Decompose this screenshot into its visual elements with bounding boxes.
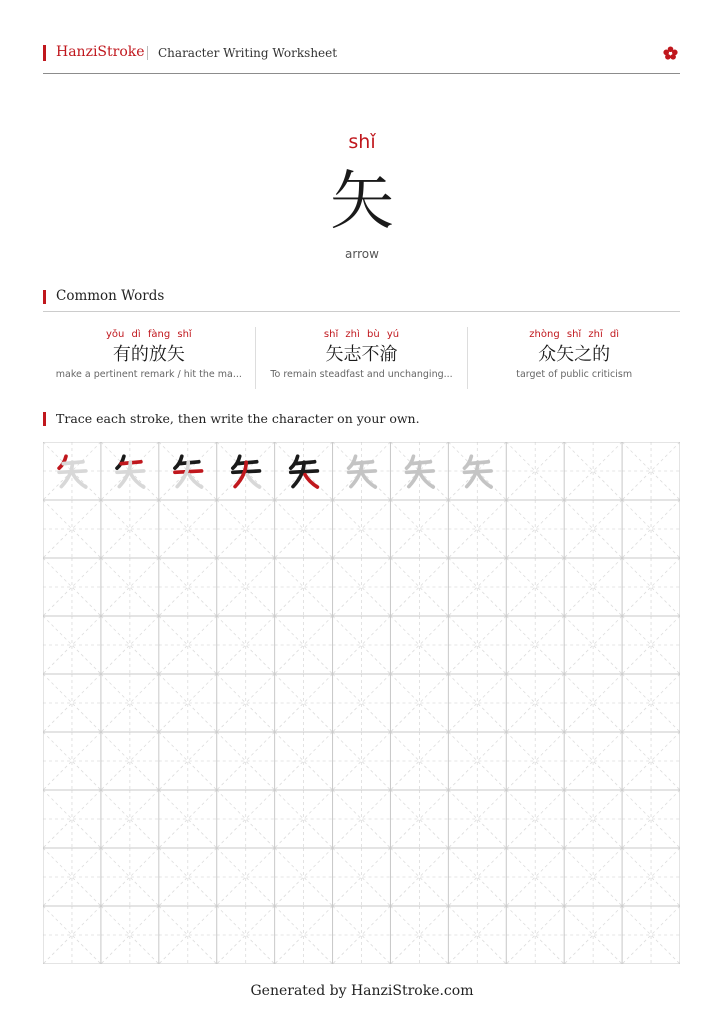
brand-accent-bar [43,45,46,61]
practice-grid[interactable] [43,442,680,964]
character-stroke [73,475,85,487]
brand-name[interactable]: HanziStroke [56,44,145,60]
worksheet-header [43,43,680,74]
stroke-order-step [233,456,260,487]
word-pinyin: yǒu dì fàng shǐ [105,329,192,340]
trace-character [464,456,491,487]
common-words-title: Common Words [56,288,165,304]
character-stroke [305,475,317,487]
common-words-accent-bar [43,290,46,304]
word-hanzi: 有的放矢 [112,344,185,365]
worksheet-subtitle: Character Writing Worksheet [158,46,338,60]
word-definition: To remain steadfast and unchanging... [270,369,453,380]
stroke-order-step [175,456,202,487]
word-card [255,327,468,389]
character-pinyin: shǐ [348,131,376,153]
word-card [43,327,255,389]
section-divider [43,311,680,312]
character-stroke [247,475,259,487]
word-pinyin: shǐ zhì bù yú [323,329,400,340]
stroke-order-step [59,456,86,487]
character-stroke [131,475,143,487]
header-divider [147,46,148,60]
character-stroke [189,475,201,487]
trace-character [349,456,376,487]
character-stroke [479,475,491,487]
word-card [467,327,680,389]
word-hanzi: 矢志不渝 [325,344,398,365]
stroke-order-step [117,456,144,487]
stroke-order-step [291,456,318,487]
practice-instruction: Trace each stroke, then write the character on your own. [56,411,420,426]
footer-credit: Generated by HanziStroke.com [250,983,474,999]
word-definition: make a pertinent remark / hit the ma... [55,369,242,380]
character-meaning: arrow [345,247,379,261]
word-pinyin: zhòng shǐ zhī dì [529,329,620,340]
character-hanzi: 矢 [330,165,394,239]
trace-character [407,456,434,487]
practice-accent-bar [43,412,46,426]
word-hanzi: 众矢之的 [538,344,611,365]
word-definition: target of public criticism [516,369,633,380]
character-stroke [421,475,433,487]
plum-blossom-icon [663,46,678,60]
character-stroke [363,475,375,487]
common-words-list [43,327,680,389]
